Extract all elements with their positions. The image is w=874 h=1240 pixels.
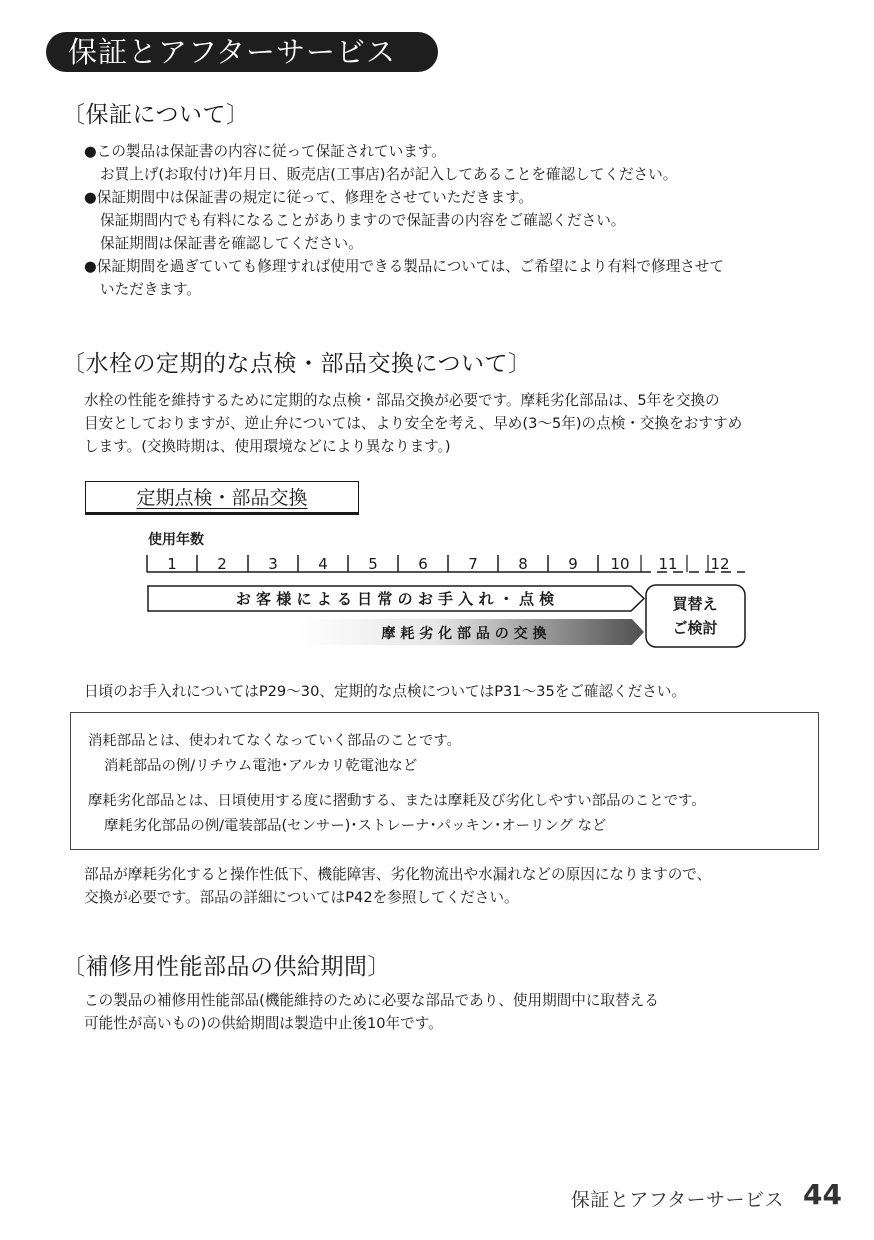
warranty-bullet-2: ●保証期間中は保証書の規定に従って、修理をさせていただきます。 [84,189,534,206]
warranty-bullet-2-cont2: 保証期間は保証書を確認してください。 [100,235,363,252]
inspection-heading: 〔水栓の定期的な点検・部品交換について〕 [62,351,532,377]
note-consumable-example: 消耗部品の例/リチウム電池･アルカリ乾電池など [104,758,418,774]
year-label-7: 7 [468,555,478,573]
warranty-bullet-1-cont: お買上げ(お取付け)年月日、販売店(工事店)名が記入してあることを確認してください。 [100,166,678,183]
supply-line-1: この製品の補修用性能部品(機能維持のために必要な部品であり、使用期間中に取替える [84,992,659,1009]
warranty-bullet-3-cont: いただきます。 [100,281,201,298]
inspection-box-title: 定期点検・部品交換 [85,481,359,515]
inspection-line-2: 目安としておりますが、逆止弁については、より安全を考え、早め(3〜5年)の点検・交換をおすすめ [84,415,743,432]
year-label-3: 3 [268,555,278,573]
supply-heading: 〔補修用性能部品の供給期間〕 [62,954,391,980]
parts-note-box [70,712,819,850]
reference-line: 日頃のお手入れについてはP29〜30、定期的な点検についてはP31〜35をご確認ください。 [84,683,687,700]
year-label-12: 12 [710,555,730,573]
year-label-11: 11 [658,555,678,573]
year-label-6: 6 [418,555,428,573]
daily-care-label: お 客 様 に よ る 日 常 の お 手 入 れ ・ 点 検 [235,590,555,608]
years-label: 使用年数 [148,532,204,548]
inspection-line-3: します。(交換時期は、使用環境などにより異なります。) [84,438,451,455]
year-label-10: 10 [610,555,630,573]
note-consumable: 消耗部品とは、使われてなくなっていく部品のことです。 [88,733,462,749]
after-note-line-1: 部品が摩耗劣化すると操作性低下、機能障害、劣化物流出や水漏れなどの原因になりますので、 [84,866,712,883]
warranty-heading: 〔保証について〕 [62,102,250,128]
year-label-4: 4 [318,555,328,573]
warranty-bullet-2-cont: 保証期間内でも有料になることがありますので保証書の内容をご確認ください。 [100,212,626,229]
after-note-line-2: 交換が必要です。部品の詳細についてはP42を参照してください。 [84,889,519,906]
year-label-5: 5 [368,555,378,573]
supply-paragraph [84,989,804,1035]
year-label-8: 8 [518,555,528,573]
footer-section-name: 保証とアフターサービス [570,1189,784,1211]
year-label-2: 2 [217,555,227,573]
replace-label-2: ご検討 [672,619,718,637]
supply-line-2: 可能性が高いもの)の供給期間は製造中止後10年です。 [84,1015,443,1032]
note-wear-example: 摩耗劣化部品の例/電装部品(センサー)･ストレーナ･パッキン･オーリング など [104,818,607,834]
page-title: 保証とアフターサービス [46,32,438,72]
reference-text [84,680,804,703]
warranty-bullet-1: ●この製品は保証書の内容に従って保証されています。 [84,143,446,160]
after-note-paragraph [84,863,804,909]
wear-parts-label: 摩 耗 劣 化 部 品 の 交 換 [381,626,547,642]
note-wear: 摩耗劣化部品とは、日頃使用する度に摺動する、または摩耗及び劣化しやすい部品のことです。 [88,793,706,809]
replace-label-1: 買替え [672,595,718,613]
warranty-bullet-3: ●保証期間を過ぎていても修理すれば使用できる製品については、ご希望により有料で修理させて [84,258,724,275]
inspection-line-1: 水栓の性能を維持するために定期的な点検・部品交換が必要です。摩耗劣化部品は、5年を交換の [84,392,720,409]
year-label-9: 9 [568,555,578,573]
page-number: 44 [803,1178,842,1211]
year-label-1: 1 [167,555,177,573]
